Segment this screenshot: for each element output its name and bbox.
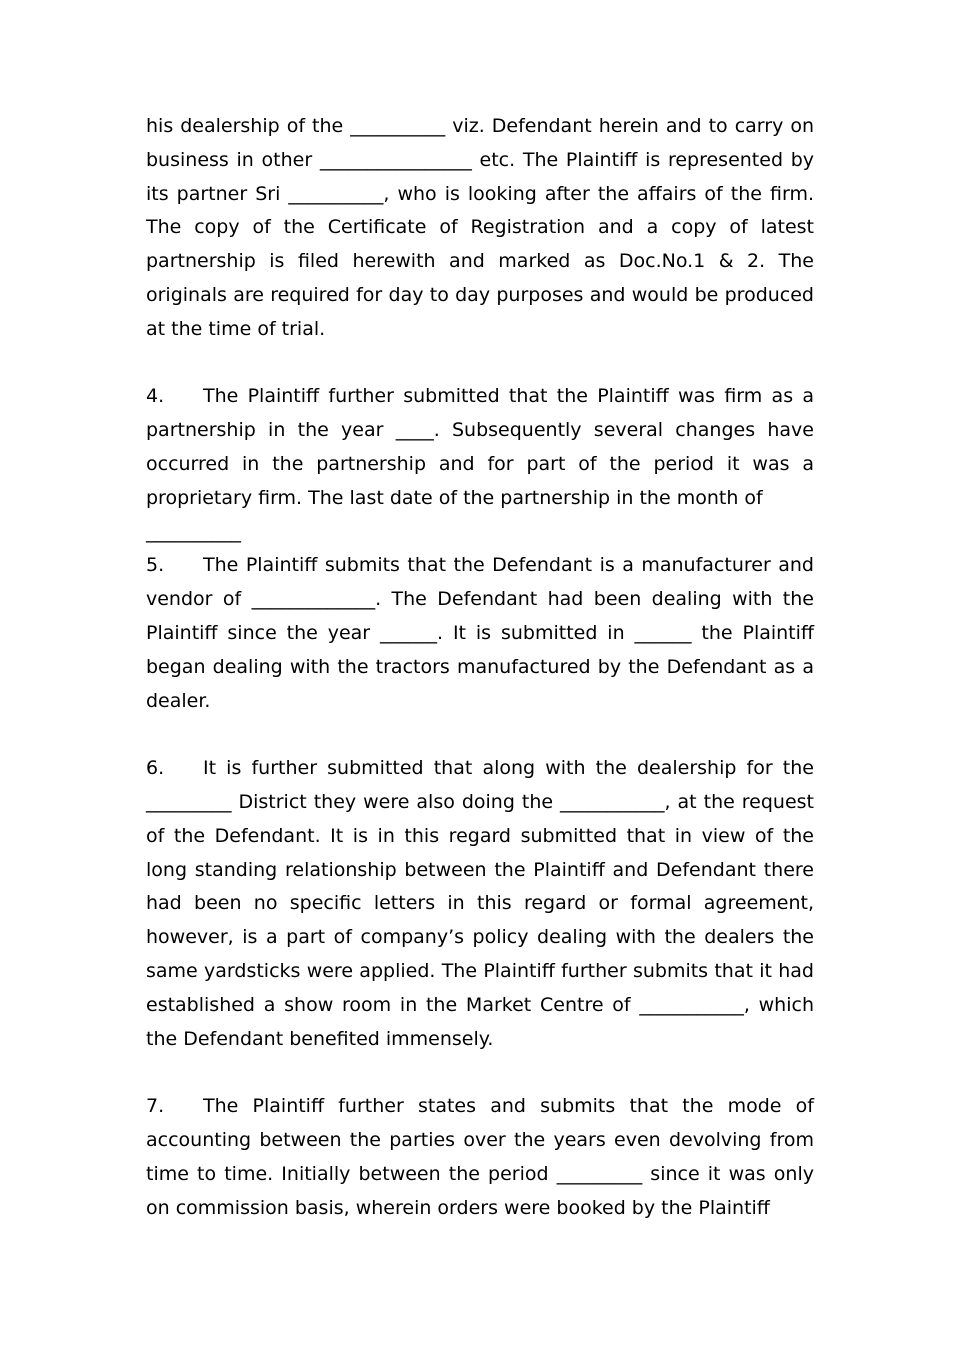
paragraph-3-continued: his dealership of the __________ viz. Defendant herein and to carry on business in other ________________ etc. The Plaintiff is represented by its partner Sri __________, who is looking after the affairs of the firm. The copy of the Certificate of Registration and a copy of latest partnership is filed herewith and marked as Doc.No.1 & 2. The originals are required for day to day purposes and would be produced at the time of trial.: [146, 115, 814, 340]
paragraph-4: [146, 380, 814, 515]
paragraph-text: The Plaintiff further submitted that the Plaintiff was firm as a partnership in the year ____. Subsequently several changes have occurred in the partnership and for part of the period it was a proprietary firm. The last date of the partnership in the month of: [146, 385, 814, 509]
paragraph-text: The Plaintiff further states and submits that the mode of accounting between the parties over the years even devolving from time to time. Initially between the period _________ since it was only on commission basis, wherein orders were booked by the Plaintiff: [146, 1095, 814, 1219]
paragraph-5: [146, 549, 814, 718]
paragraph-number: 7.: [146, 1095, 165, 1118]
paragraph-number: 4.: [146, 385, 165, 408]
paragraph-4-trailing-blank: __________: [146, 520, 241, 543]
paragraph-7: [146, 1090, 814, 1225]
document-body: [146, 110, 814, 1225]
paragraph-text: It is further submitted that along with the dealership for the _________ District they were also doing the ___________, at the request of the Defendant. It is in this regard submitted that in view of the long standing relationship between the Plaintiff and Defendant there had been no specific letters in this regard or formal agreement, however, is a part of company’s policy dealing with the dealers the same yardsticks were applied. The Plaintiff further submits that it had established a show room in the Market Centre of ___________, which the Defendant benefited immensely.: [146, 757, 814, 1050]
paragraph-number: 6.: [146, 757, 165, 780]
paragraph-text: The Plaintiff submits that the Defendant is a manufacturer and vendor of _____________. The Defendant had been dealing with the Plaintiff since the year ______. It is submitted in ______ the Plaintiff began dealing with the tractors manufactured by the Defendant as a dealer.: [146, 554, 814, 712]
paragraph-number: 5.: [146, 554, 165, 577]
paragraph-6: [146, 752, 814, 1056]
